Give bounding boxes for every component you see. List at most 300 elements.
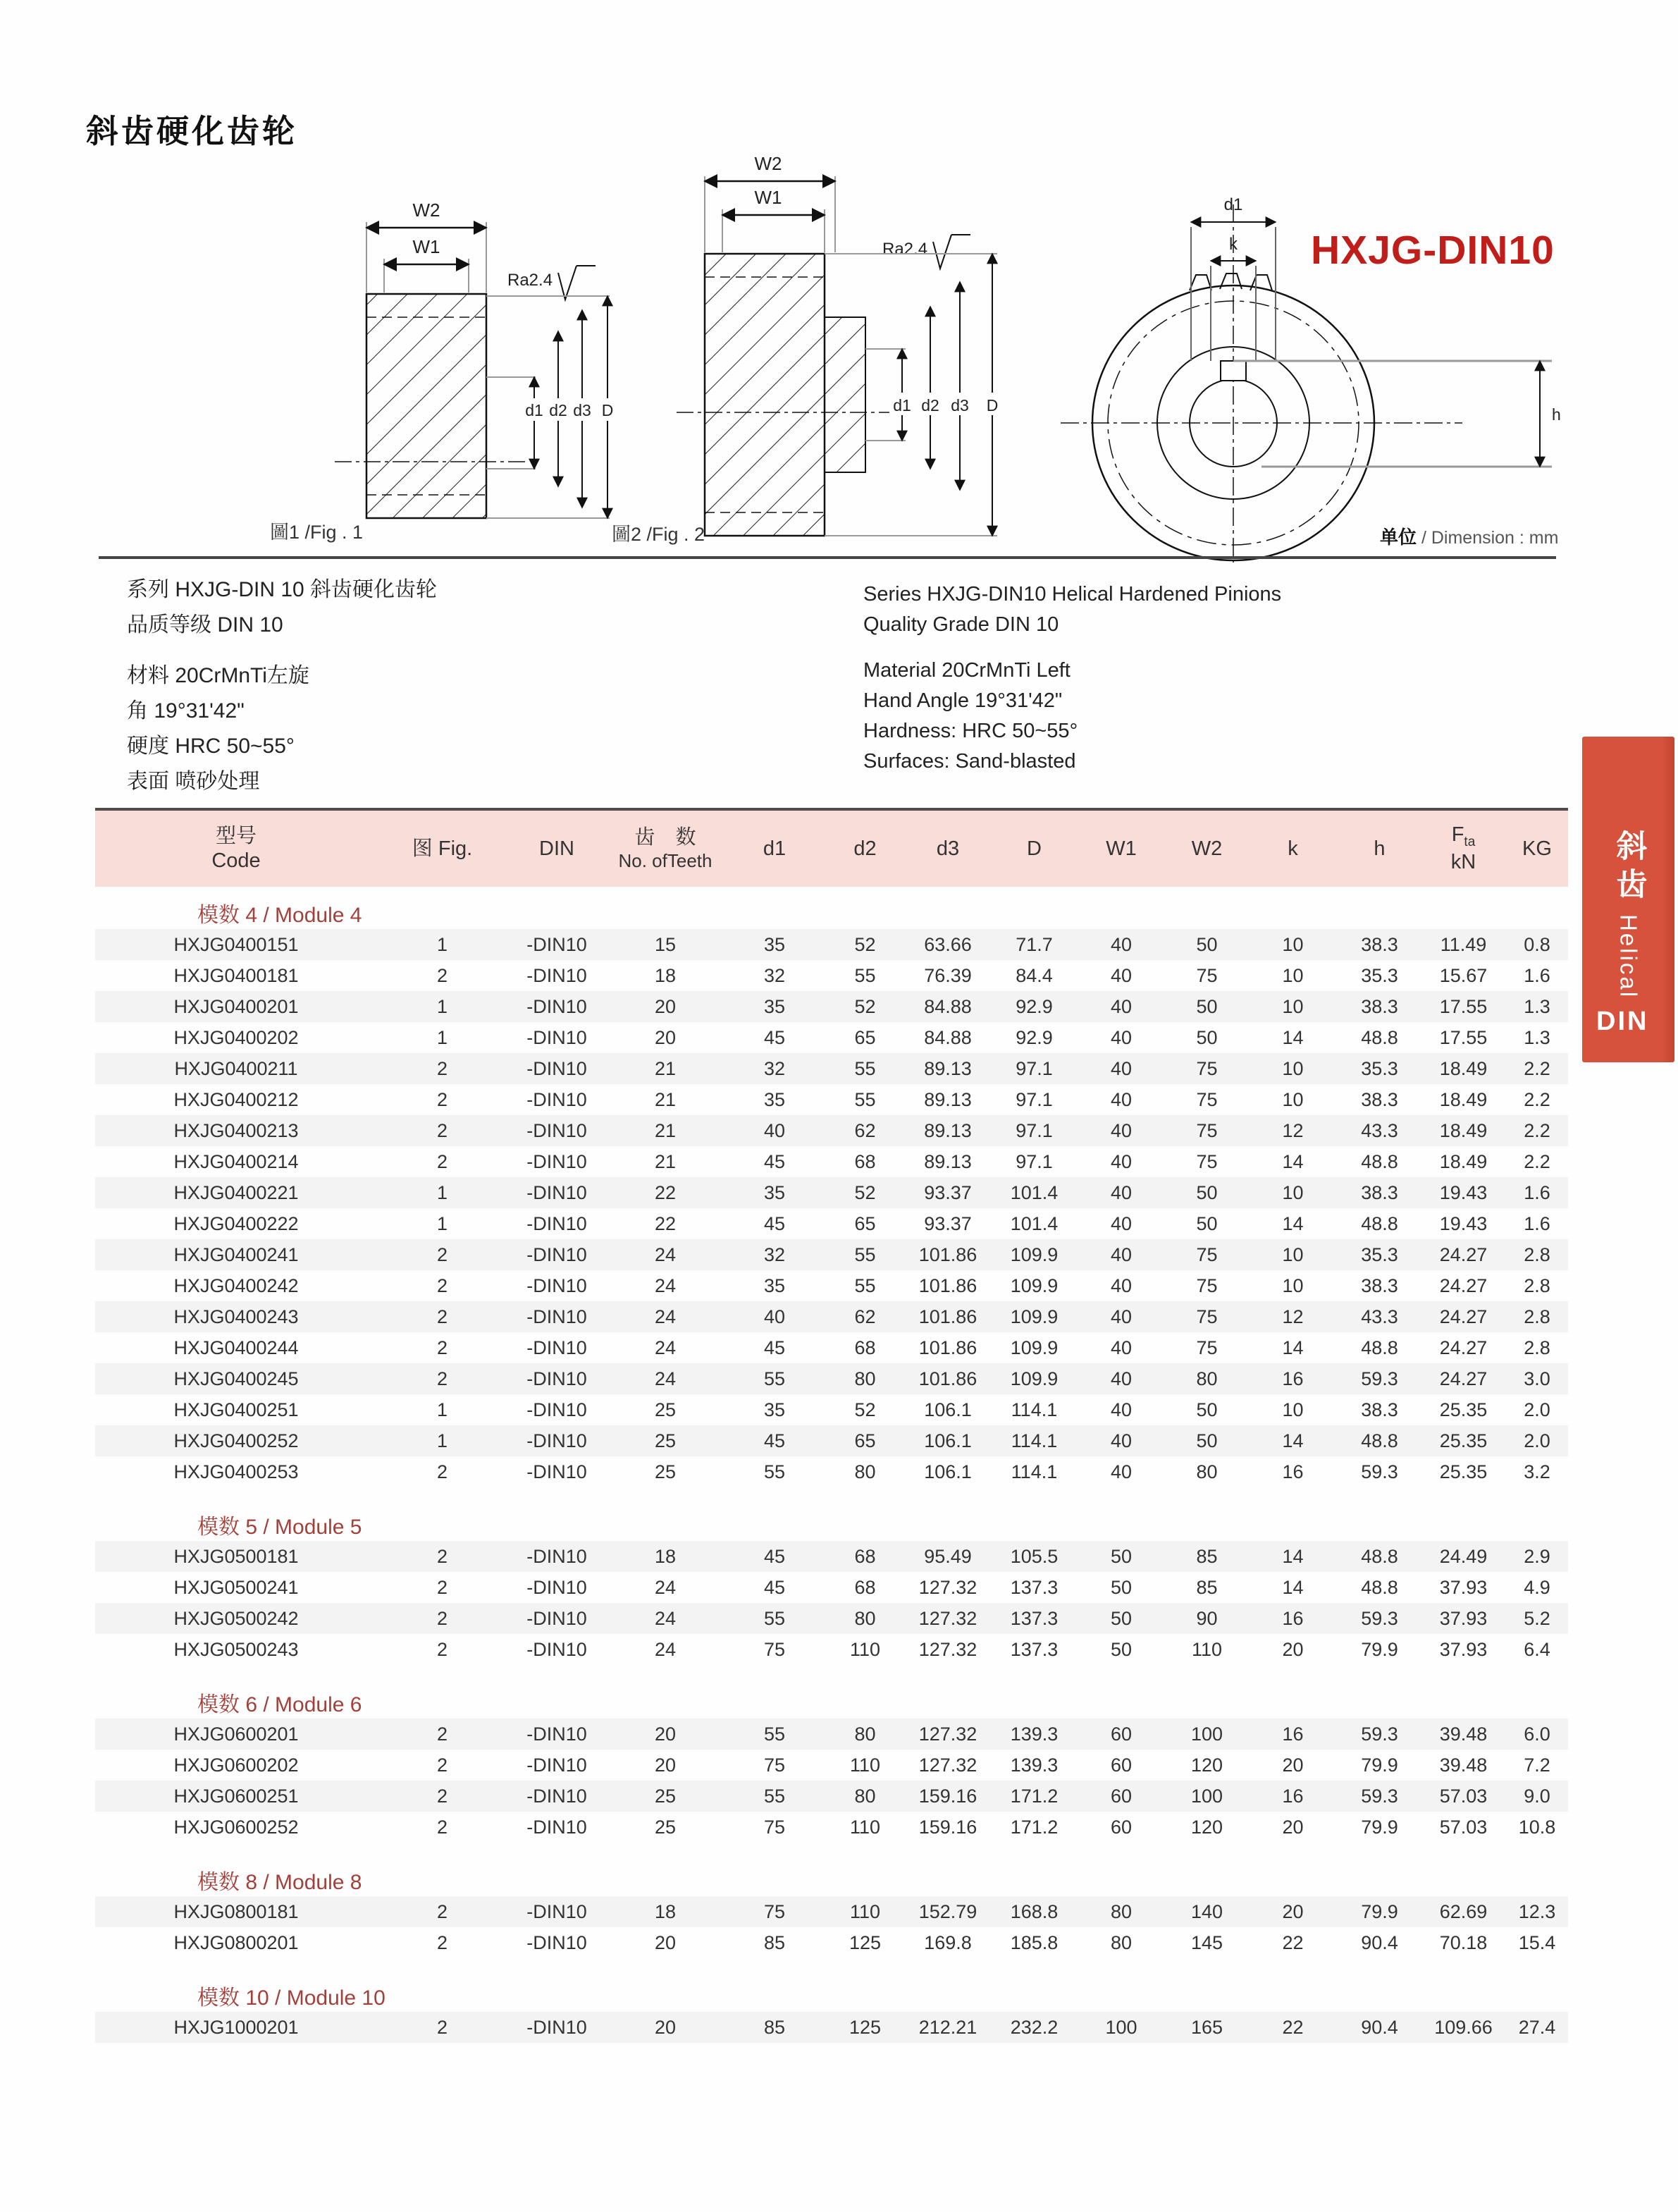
part-row (95, 1115, 1568, 1146)
cell-h: 48.8 (1361, 1576, 1398, 1598)
cell-fig: 2 (436, 1723, 448, 1745)
cell-h: 43.3 (1361, 1305, 1398, 1327)
section-label: 模数 6 / Module 6 (197, 1693, 362, 1716)
cell-teeth: 24 (654, 1638, 677, 1660)
cell-code: HXJG0400241 (173, 1243, 299, 1265)
cell-h: 38.3 (1361, 995, 1398, 1017)
cell-fig: 2 (436, 1638, 448, 1660)
cell-h: 35.3 (1361, 1243, 1398, 1265)
cell-fig: 1 (436, 933, 448, 955)
cell-fig: 2 (436, 1607, 448, 1629)
cell-d1: 45 (763, 1337, 786, 1358)
part-row (95, 1146, 1568, 1177)
part-row (95, 1239, 1568, 1270)
cell-din: -DIN10 (526, 1430, 587, 1451)
cell-W2: 75 (1196, 1150, 1218, 1172)
part-row (95, 1270, 1568, 1301)
cell-W1: 40 (1110, 1399, 1133, 1420)
fig1-d3-label: d3 (573, 401, 591, 419)
page-title: 斜齿硬化齿轮 (86, 113, 297, 149)
product-code: HXJG-DIN10 (1311, 228, 1555, 273)
spec-line: 表面 喷砂处理 (127, 770, 260, 793)
cell-teeth: 25 (654, 1399, 677, 1420)
cell-W1: 50 (1110, 1607, 1133, 1629)
cell-din: -DIN10 (526, 1305, 587, 1327)
fig2-caption: 圖2 /Fig . 2 (612, 524, 705, 545)
cell-k: 10 (1282, 1274, 1304, 1296)
cell-teeth: 21 (654, 1119, 677, 1141)
cell-d2: 68 (854, 1337, 876, 1358)
cell-d1: 32 (763, 964, 786, 986)
cell-k: 10 (1282, 1399, 1304, 1420)
cell-W2: 100 (1190, 1785, 1223, 1807)
cell-fta: 37.93 (1439, 1576, 1488, 1598)
cell-fig: 2 (436, 1337, 448, 1358)
fig2-d3-label: d3 (951, 396, 969, 414)
cell-D: 97.1 (1016, 1088, 1053, 1110)
cell-d2: 80 (854, 1607, 876, 1629)
cell-W1: 40 (1110, 1305, 1133, 1327)
cell-W1: 40 (1110, 1181, 1133, 1203)
cell-d2: 80 (854, 1723, 876, 1745)
cell-W2: 80 (1196, 1461, 1218, 1482)
cell-d1: 55 (763, 1785, 786, 1807)
cell-d1: 32 (763, 1057, 786, 1079)
spec-line: Series HXJG-DIN10 Helical Hardened Pinions (863, 583, 1282, 606)
cell-fig: 2 (436, 1576, 448, 1598)
cell-W1: 40 (1110, 1026, 1133, 1048)
cell-fig: 2 (436, 1816, 448, 1838)
cell-d2: 55 (854, 1243, 876, 1265)
cell-d3: 76.39 (924, 964, 972, 986)
cell-d3: 101.86 (918, 1305, 977, 1327)
cell-d3: 212.21 (918, 2016, 977, 2038)
fig2-d2-label: d2 (921, 396, 939, 414)
cell-d3: 101.86 (918, 1337, 977, 1358)
gear-spec-table (95, 808, 1568, 2043)
cell-W1: 60 (1110, 1754, 1133, 1776)
cell-W2: 80 (1196, 1368, 1218, 1389)
cell-d3: 127.32 (918, 1723, 977, 1745)
fig2-D-label: D (986, 396, 999, 414)
section-label: 模数 8 / Module 8 (197, 1871, 362, 1894)
cell-d2: 80 (854, 1461, 876, 1482)
cell-d2: 62 (854, 1119, 876, 1141)
cell-h: 79.9 (1361, 1816, 1398, 1838)
cell-W2: 85 (1196, 1576, 1218, 1598)
cell-din: -DIN10 (526, 1576, 587, 1598)
cell-kg: 2.2 (1524, 1150, 1550, 1172)
cell-d2: 110 (849, 1754, 881, 1776)
cell-h: 59.3 (1361, 1461, 1398, 1482)
cell-W2: 75 (1196, 964, 1218, 986)
cell-D: 168.8 (1010, 1900, 1059, 1922)
cell-kg: 1.6 (1524, 1181, 1550, 1203)
cell-d1: 45 (763, 1430, 786, 1451)
cell-k: 16 (1282, 1785, 1304, 1807)
cell-D: 171.2 (1010, 1816, 1059, 1838)
cell-fig: 2 (436, 1545, 448, 1567)
part-row (95, 1177, 1568, 1208)
fig2-w1-label: W1 (754, 187, 782, 208)
cell-W2: 75 (1196, 1119, 1218, 1141)
cell-h: 48.8 (1361, 1026, 1398, 1048)
cell-fta: 17.55 (1439, 1026, 1488, 1048)
cell-d3: 127.32 (918, 1607, 977, 1629)
cell-W2: 50 (1196, 1026, 1218, 1048)
cell-fig: 2 (436, 1305, 448, 1327)
spec-line: Hand Angle 19°31'42" (863, 689, 1063, 712)
cell-kg: 6.0 (1524, 1723, 1550, 1745)
part-row (95, 1022, 1568, 1053)
cell-teeth: 20 (654, 2016, 677, 2038)
cell-d1: 40 (763, 1119, 786, 1141)
cell-h: 35.3 (1361, 1057, 1398, 1079)
cell-fig: 2 (436, 1088, 448, 1110)
cell-fta: 62.69 (1439, 1900, 1488, 1922)
cell-fig: 1 (436, 1181, 448, 1203)
cell-din: -DIN10 (526, 1638, 587, 1660)
cell-d1: 55 (763, 1723, 786, 1745)
cell-d3: 84.88 (924, 1026, 972, 1048)
fig1-d1-label: d1 (525, 401, 543, 419)
cell-W1: 40 (1110, 1057, 1133, 1079)
cell-k: 10 (1282, 1088, 1304, 1110)
spec-line: Material 20CrMnTi Left (863, 659, 1071, 682)
cell-d1: 55 (763, 1368, 786, 1389)
cell-code: HXJG0600202 (173, 1754, 299, 1776)
cell-kg: 5.2 (1524, 1607, 1550, 1629)
cell-W2: 75 (1196, 1243, 1218, 1265)
cell-k: 10 (1282, 995, 1304, 1017)
cell-d1: 35 (763, 995, 786, 1017)
cell-fta: 25.35 (1439, 1461, 1488, 1482)
cell-kg: 2.0 (1524, 1399, 1550, 1420)
cell-fig: 2 (436, 2016, 448, 2038)
cell-D: 109.9 (1010, 1274, 1059, 1296)
cell-D: 109.9 (1010, 1305, 1059, 1327)
cell-fta: 57.03 (1439, 1785, 1488, 1807)
cell-d3: 169.8 (924, 1931, 972, 1953)
cell-D: 185.8 (1010, 1931, 1059, 1953)
cell-D: 84.4 (1016, 964, 1053, 986)
cell-fig: 2 (436, 1243, 448, 1265)
cell-W1: 40 (1110, 964, 1133, 986)
cell-teeth: 25 (654, 1430, 677, 1451)
cell-D: 171.2 (1010, 1785, 1059, 1807)
cell-d1: 45 (763, 1026, 786, 1048)
cell-h: 35.3 (1361, 964, 1398, 986)
cell-W2: 75 (1196, 1274, 1218, 1296)
part-row (95, 1425, 1568, 1456)
cell-code: HXJG0400222 (173, 1212, 299, 1234)
cell-h: 48.8 (1361, 1150, 1398, 1172)
cell-din: -DIN10 (526, 1026, 587, 1048)
cell-d1: 35 (763, 1399, 786, 1420)
cell-k: 20 (1282, 1816, 1304, 1838)
cell-fta: 70.18 (1439, 1931, 1488, 1953)
part-row (95, 1394, 1568, 1425)
cell-d3: 106.1 (924, 1399, 972, 1420)
cell-teeth: 20 (654, 1026, 677, 1048)
cell-din: -DIN10 (526, 1337, 587, 1358)
column-header-w1: W1 (1106, 837, 1137, 860)
cell-D: 114.1 (1011, 1430, 1058, 1451)
spec-info-english (863, 579, 1281, 777)
column-header-teeth: 齿 数 No. ofTeeth (618, 826, 712, 871)
cell-fta: 39.48 (1439, 1754, 1488, 1776)
cell-h: 38.3 (1361, 1399, 1398, 1420)
tab-label-helical: Helical (1615, 914, 1642, 1000)
cell-teeth: 24 (654, 1576, 677, 1598)
cell-din: -DIN10 (526, 1545, 587, 1567)
cell-k: 20 (1282, 1900, 1304, 1922)
cell-k: 12 (1282, 1119, 1304, 1141)
cell-d3: 89.13 (924, 1088, 972, 1110)
cell-D: 97.1 (1016, 1057, 1053, 1079)
cell-W2: 75 (1196, 1305, 1218, 1327)
table-body (95, 897, 1568, 2043)
column-header-k: k (1288, 837, 1298, 860)
cell-d3: 101.86 (918, 1274, 977, 1296)
cell-h: 79.9 (1361, 1754, 1398, 1776)
fig2-w2-label: W2 (754, 153, 782, 174)
cell-code: HXJG0400245 (173, 1368, 299, 1389)
cell-W2: 50 (1196, 1212, 1218, 1234)
cell-W2: 50 (1196, 933, 1218, 955)
cell-W2: 165 (1190, 2016, 1223, 2038)
cell-W1: 50 (1110, 1638, 1133, 1660)
cell-fig: 2 (436, 1274, 448, 1296)
cell-d1: 85 (763, 2016, 786, 2038)
cell-code: HXJG1000201 (173, 2016, 299, 2038)
cell-din: -DIN10 (526, 1785, 587, 1807)
cell-fta: 109.66 (1434, 2016, 1493, 2038)
cell-d2: 52 (854, 1181, 876, 1203)
cell-fig: 2 (436, 1931, 448, 1953)
cell-W2: 75 (1196, 1337, 1218, 1358)
cell-d3: 101.86 (918, 1243, 977, 1265)
cell-din: -DIN10 (526, 1243, 587, 1265)
cell-k: 10 (1282, 1243, 1304, 1265)
fig1-w1-label: W1 (412, 236, 440, 257)
cell-d3: 101.86 (918, 1368, 977, 1389)
cell-h: 43.3 (1361, 1119, 1398, 1141)
cell-code: HXJG0400251 (173, 1399, 299, 1420)
cell-fig: 1 (436, 1026, 448, 1048)
column-header-kg: KG (1522, 837, 1552, 860)
cell-code: HXJG0400213 (173, 1119, 299, 1141)
cell-teeth: 20 (654, 995, 677, 1017)
part-row (95, 1301, 1568, 1332)
cell-h: 38.3 (1361, 933, 1398, 955)
cell-W2: 50 (1196, 1181, 1218, 1203)
cell-d2: 55 (854, 1274, 876, 1296)
part-row (95, 1634, 1568, 1665)
cell-d3: 159.16 (918, 1785, 977, 1807)
cell-d2: 125 (849, 1931, 882, 1953)
cell-h: 48.8 (1361, 1430, 1398, 1451)
cell-D: 137.3 (1010, 1576, 1059, 1598)
cell-W1: 100 (1105, 2016, 1137, 2038)
cell-kg: 2.9 (1524, 1545, 1550, 1567)
cell-code: HXJG0500241 (173, 1576, 299, 1598)
cell-code: HXJG0600251 (173, 1785, 299, 1807)
fig1-d2-label: d2 (549, 401, 567, 419)
cell-d1: 75 (763, 1754, 786, 1776)
fig2-d1-label: d1 (893, 396, 911, 414)
section-label: 模数 10 / Module 10 (197, 1986, 385, 2010)
part-row (95, 1053, 1568, 1084)
cell-h: 38.3 (1361, 1088, 1398, 1110)
part-row (95, 1572, 1568, 1603)
cell-W2: 75 (1196, 1057, 1218, 1079)
cell-fta: 24.27 (1439, 1337, 1488, 1358)
cell-fig: 2 (436, 1461, 448, 1482)
cell-d3: 89.13 (924, 1150, 972, 1172)
cell-fta: 25.35 (1439, 1399, 1488, 1420)
cell-teeth: 21 (654, 1150, 677, 1172)
part-row (95, 929, 1568, 960)
cell-d3: 89.13 (924, 1119, 972, 1141)
part-row (95, 1084, 1568, 1115)
cell-din: -DIN10 (526, 1150, 587, 1172)
cell-d3: 84.88 (924, 995, 972, 1017)
cell-fta: 24.27 (1439, 1243, 1488, 1265)
cell-din: -DIN10 (526, 1212, 587, 1234)
cell-D: 114.1 (1011, 1461, 1058, 1482)
cell-W2: 100 (1190, 1723, 1223, 1745)
column-header-fig: 图 Fig. (412, 837, 473, 860)
cell-code: HXJG0400242 (173, 1274, 299, 1296)
cell-teeth: 24 (654, 1607, 677, 1629)
cell-fig: 1 (436, 995, 448, 1017)
cell-fta: 18.49 (1439, 1088, 1488, 1110)
fig3-d1-label: d1 (1223, 195, 1243, 214)
cell-h: 59.3 (1361, 1607, 1398, 1629)
column-header-h: h (1374, 837, 1386, 860)
cell-W1: 40 (1110, 1430, 1133, 1451)
cell-W1: 60 (1110, 1816, 1133, 1838)
cell-W1: 40 (1110, 995, 1133, 1017)
cell-code: HXJG0400221 (173, 1181, 299, 1203)
cell-W2: 75 (1196, 1088, 1218, 1110)
spec-line: 品质等级 DIN 10 (127, 613, 283, 637)
cell-kg: 1.3 (1524, 1026, 1550, 1048)
cell-kg: 2.2 (1524, 1088, 1550, 1110)
cell-W1: 40 (1110, 1212, 1133, 1234)
part-row (95, 1332, 1568, 1363)
cell-D: 139.3 (1010, 1723, 1059, 1745)
cell-W1: 40 (1110, 1088, 1133, 1110)
column-header-d1: d1 (763, 837, 786, 860)
cell-fta: 24.49 (1439, 1545, 1488, 1567)
cell-h: 90.4 (1361, 2016, 1398, 2038)
cell-D: 105.5 (1010, 1545, 1059, 1567)
cell-fta: 18.49 (1439, 1057, 1488, 1079)
column-header-d3: d3 (936, 837, 960, 860)
cell-kg: 7.2 (1524, 1754, 1550, 1776)
spec-line: 角 19°31'42" (127, 699, 245, 723)
cell-code: HXJG0400212 (173, 1088, 299, 1110)
cell-din: -DIN10 (526, 1119, 587, 1141)
table-header-row (95, 808, 1568, 887)
fig1-caption: 圖1 /Fig . 1 (270, 522, 364, 543)
part-row (95, 1363, 1568, 1394)
cell-d1: 75 (763, 1900, 786, 1922)
part-row (95, 1719, 1568, 1750)
cell-code: HXJG0400244 (173, 1337, 299, 1358)
part-row (95, 960, 1568, 991)
cell-fig: 1 (436, 1212, 448, 1234)
cell-D: 92.9 (1016, 1026, 1053, 1048)
cell-teeth: 22 (654, 1212, 677, 1234)
cell-din: -DIN10 (526, 1461, 587, 1482)
cell-d3: 127.32 (918, 1754, 977, 1776)
cell-D: 109.9 (1010, 1337, 1059, 1358)
cell-h: 59.3 (1361, 1368, 1398, 1389)
cell-fta: 37.93 (1439, 1638, 1488, 1660)
cell-kg: 9.0 (1524, 1785, 1550, 1807)
cell-fig: 2 (436, 1119, 448, 1141)
cell-din: -DIN10 (526, 1754, 587, 1776)
cell-k: 10 (1282, 1181, 1304, 1203)
cell-code: HXJG0600252 (173, 1816, 299, 1838)
cell-fig: 2 (436, 964, 448, 986)
cell-W1: 80 (1110, 1931, 1133, 1953)
cell-W2: 90 (1196, 1607, 1218, 1629)
cell-din: -DIN10 (526, 964, 587, 986)
cell-fig: 2 (436, 1150, 448, 1172)
cell-D: 71.7 (1016, 933, 1053, 955)
cell-teeth: 24 (654, 1368, 677, 1389)
cell-d1: 45 (763, 1150, 786, 1172)
part-row (95, 1781, 1568, 1812)
side-tab-helical (1582, 737, 1674, 1062)
cell-teeth: 21 (654, 1088, 677, 1110)
cell-D: 114.1 (1011, 1399, 1058, 1420)
cell-W2: 50 (1196, 1399, 1218, 1420)
cell-d2: 110 (849, 1638, 881, 1660)
cell-D: 137.3 (1010, 1607, 1059, 1629)
cell-kg: 10.8 (1518, 1816, 1556, 1838)
cell-teeth: 21 (654, 1057, 677, 1079)
cell-d2: 52 (854, 933, 876, 955)
cell-d1: 75 (763, 1816, 786, 1838)
cell-d2: 55 (854, 1057, 876, 1079)
cell-fta: 57.03 (1439, 1816, 1488, 1838)
cell-D: 101.4 (1010, 1212, 1059, 1234)
cell-teeth: 24 (654, 1243, 677, 1265)
cell-d1: 35 (763, 1181, 786, 1203)
cell-W2: 110 (1191, 1638, 1223, 1660)
cell-W2: 120 (1190, 1754, 1223, 1776)
cell-d2: 68 (854, 1545, 876, 1567)
spec-line: Surfaces: Sand-blasted (863, 750, 1076, 773)
cell-din: -DIN10 (526, 1607, 587, 1629)
unit-label-cn: 单位 (1380, 527, 1417, 548)
cell-d2: 80 (854, 1368, 876, 1389)
cell-d2: 65 (854, 1212, 876, 1234)
cell-kg: 2.0 (1524, 1430, 1550, 1451)
cell-W1: 40 (1110, 1368, 1133, 1389)
cell-din: -DIN10 (526, 1723, 587, 1745)
cell-d1: 75 (763, 1638, 786, 1660)
fig3-k-label: k (1229, 235, 1238, 254)
cell-kg: 6.4 (1524, 1638, 1550, 1660)
cell-d2: 52 (854, 995, 876, 1017)
cell-fta: 24.27 (1439, 1305, 1488, 1327)
